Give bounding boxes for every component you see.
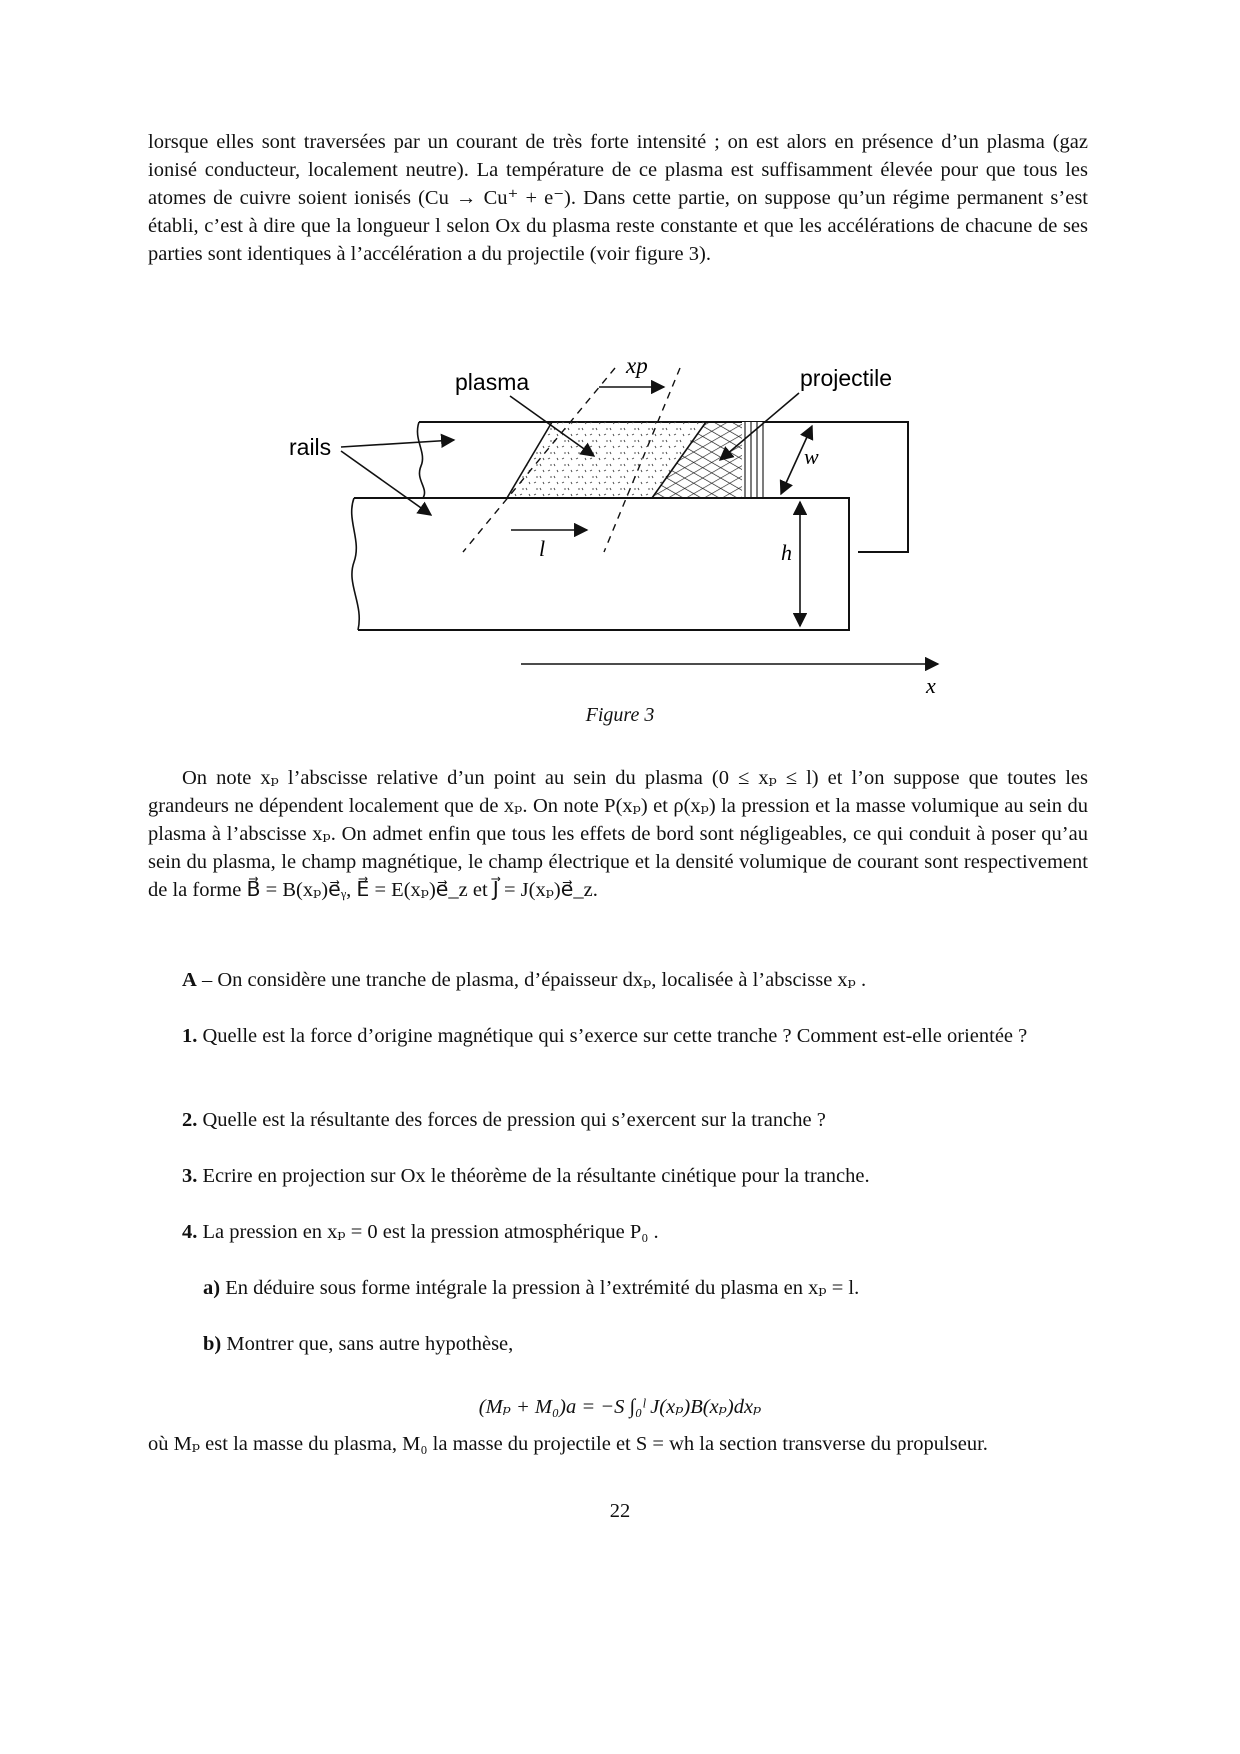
question-2: 2. Quelle est la résultante des forces de pression qui s’exercent sur la tranche ? [182, 1109, 826, 1131]
lower-rail [354, 498, 849, 630]
label-plasma: plasma [455, 369, 530, 395]
subquestion-a: a) En déduire sous forme intégrale la pression à l’extrémité du plasma en xₚ = l. [203, 1277, 860, 1299]
label-xp: xp [626, 353, 648, 378]
label-h: h [781, 540, 792, 565]
label-rails: rails [289, 434, 332, 460]
question-1: 1. Quelle est la force d’origine magnétique qui s’exerce sur cette tranche ? Comment est-elle orientée ? [182, 1025, 1028, 1047]
label-w: w [804, 444, 819, 469]
section-a-statement: A – On considère une tranche de plasma, d’épaisseur dxₚ, localisée à l’abscisse xₚ . [182, 969, 867, 991]
label-projectile: projectile [800, 365, 893, 391]
lower-rail-break [352, 498, 360, 630]
figure-3-diagram [0, 340, 1240, 700]
label-l: l [539, 536, 546, 561]
figure-caption: Figure 3 [585, 704, 655, 726]
label-x: x [926, 673, 936, 698]
conclusion-paragraph: où Mₚ est la masse du plasma, M₀ la masse du projectile et S = wh la section transverse du propulseur. [148, 1433, 988, 1455]
subquestion-b: b) Montrer que, sans autre hypothèse, [203, 1333, 514, 1355]
page-number: 22 [609, 1500, 631, 1522]
notation-paragraph: On note xₚ l’abscisse relative d’un point au sein du plasma (0 ≤ xₚ ≤ l) et l’on suppose que toutes les grandeurs ne dépendent localement que de xₚ. On note P(xₚ) et ρ(xₚ) la pression et la masse volumique au sein du plasma à l’abscisse xₚ. On admet enfin que tous les effets de bord sont négligeables, ce qui conduit à poser qu’au sein du plasma, le champ magnétique, le champ électrique et la densité volumique de courant sont respectivement de la forme B⃗ = B(xₚ)e⃗ᵧ, E⃗ = E(xₚ)e⃗_z et J⃗ = J(xₚ)e⃗_z. [148, 767, 1088, 901]
question-4: 4. La pression en xₚ = 0 est la pression atmosphérique P₀ . [182, 1221, 659, 1243]
integral-equation: (Mₚ + M₀)a = −S ∫₀ˡ J(xₚ)B(xₚ)dxₚ [478, 1396, 762, 1418]
question-3: 3. Ecrire en projection sur Ox le théorème de la résultante cinétique pour la tranche. [182, 1165, 870, 1187]
upper-rail-break [417, 422, 424, 498]
intro-paragraph: lorsque elles sont traversées par un courant de très forte intensité ; on est alors en présence d’un plasma (gaz ionisé conducteur, localement neutre). La température de ce plasma est suffisamment élevée pour que tous les atomes de cuivre soient ionisés (Cu → Cu⁺ + e⁻). Dans cette partie, on suppose qu’un régime permanent s’est établi, c’est à dire que la longueur l selon Ox du plasma reste constante et que les accélérations de chacune de ses parties sont identiques à l’accélération a du projectile (voir figure 3). [148, 131, 1088, 265]
